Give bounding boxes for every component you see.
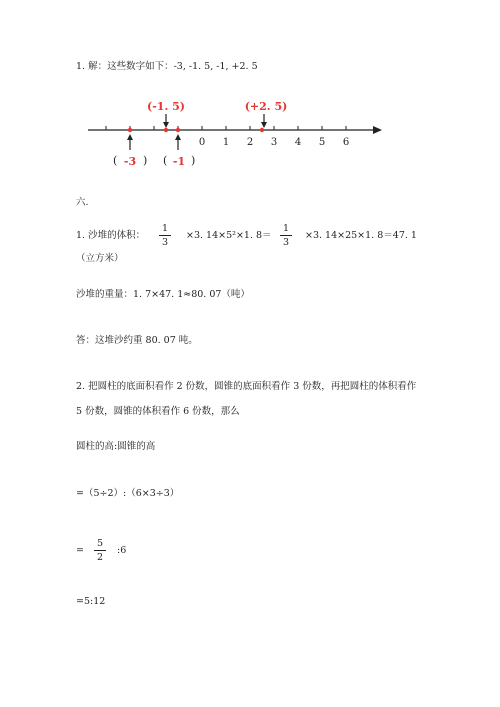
ratio-title: 圆柱的高:圆锥的高 (76, 441, 156, 452)
label-neg3-close: ) (143, 154, 148, 167)
tick-label-4: 4 (294, 137, 302, 148)
fraction-numerator: 1 (282, 223, 290, 234)
volume-line-end: ×3. 14×25×1. 8＝47. 1 (305, 230, 417, 241)
answer-line: 答：这堆沙约重 80. 07 吨。 (76, 335, 198, 346)
fraction-numerator: 1 (161, 223, 169, 234)
label-neg1-close: ) (191, 154, 196, 167)
tick-label-3: 3 (270, 137, 278, 148)
point-neg1-5 (164, 128, 168, 132)
q1-intro: 1. 解：这些数字如下：-3, -1. 5, -1, +2. 5 (76, 61, 258, 72)
number-line (0, 90, 500, 190)
volume-unit: （立方米） (76, 253, 124, 264)
label-neg1: -1 (172, 155, 186, 168)
q2-line-2: 5 份数，圆锥的体积看作 6 份数，那么 (76, 406, 240, 417)
arrow-down-icon (261, 122, 267, 128)
fraction-denominator: 3 (282, 237, 290, 248)
arrow-up-icon (175, 134, 181, 140)
step-2-prefix: = (76, 545, 84, 556)
step-2-suffix: :6 (117, 545, 127, 556)
fraction-one-third (280, 223, 292, 248)
q2-line-1: 2. 把圆柱的底面积看作 2 份数，圆锥的底面积看作 3 份数，再把圆柱的体积看作 (76, 381, 417, 392)
axis-arrow-icon (373, 126, 382, 134)
section-heading: 六. (76, 197, 89, 208)
label-neg3-open: ( (113, 154, 118, 167)
tick-label-6: 6 (342, 137, 350, 148)
point-pos2-5 (260, 128, 264, 132)
label-pos2-5: (+2. 5) (244, 100, 288, 113)
tick-label-0: 0 (198, 137, 206, 148)
fraction-denominator: 3 (161, 237, 169, 248)
step-1: =（5÷2）:（6×3÷3） (76, 488, 180, 499)
step-3: =5:12 (76, 596, 106, 607)
volume-line-prefix: 1. 沙堆的体积： (76, 230, 146, 241)
fraction-denominator: 2 (96, 552, 104, 563)
tick-marks (106, 126, 346, 130)
label-neg1-open: ( (163, 154, 168, 167)
fraction-five-halves (94, 538, 106, 563)
fraction-numerator: 5 (96, 538, 104, 549)
fraction-one-third (159, 223, 171, 248)
label-neg1-5: (-1. 5) (147, 100, 185, 113)
weight-line: 沙堆的重量：1. 7×47. 1≈80. 07（吨） (76, 289, 250, 300)
arrow-up-icon (127, 134, 133, 140)
tick-label-5: 5 (318, 137, 326, 148)
label-neg3: -3 (123, 155, 137, 168)
point-neg3 (128, 128, 132, 132)
tick-label-1: 1 (222, 137, 230, 148)
arrow-down-icon (163, 122, 169, 128)
volume-line-mid: ×3. 14×5²×1. 8＝ (186, 230, 272, 241)
tick-label-2: 2 (246, 137, 254, 148)
point-neg1 (176, 128, 180, 132)
